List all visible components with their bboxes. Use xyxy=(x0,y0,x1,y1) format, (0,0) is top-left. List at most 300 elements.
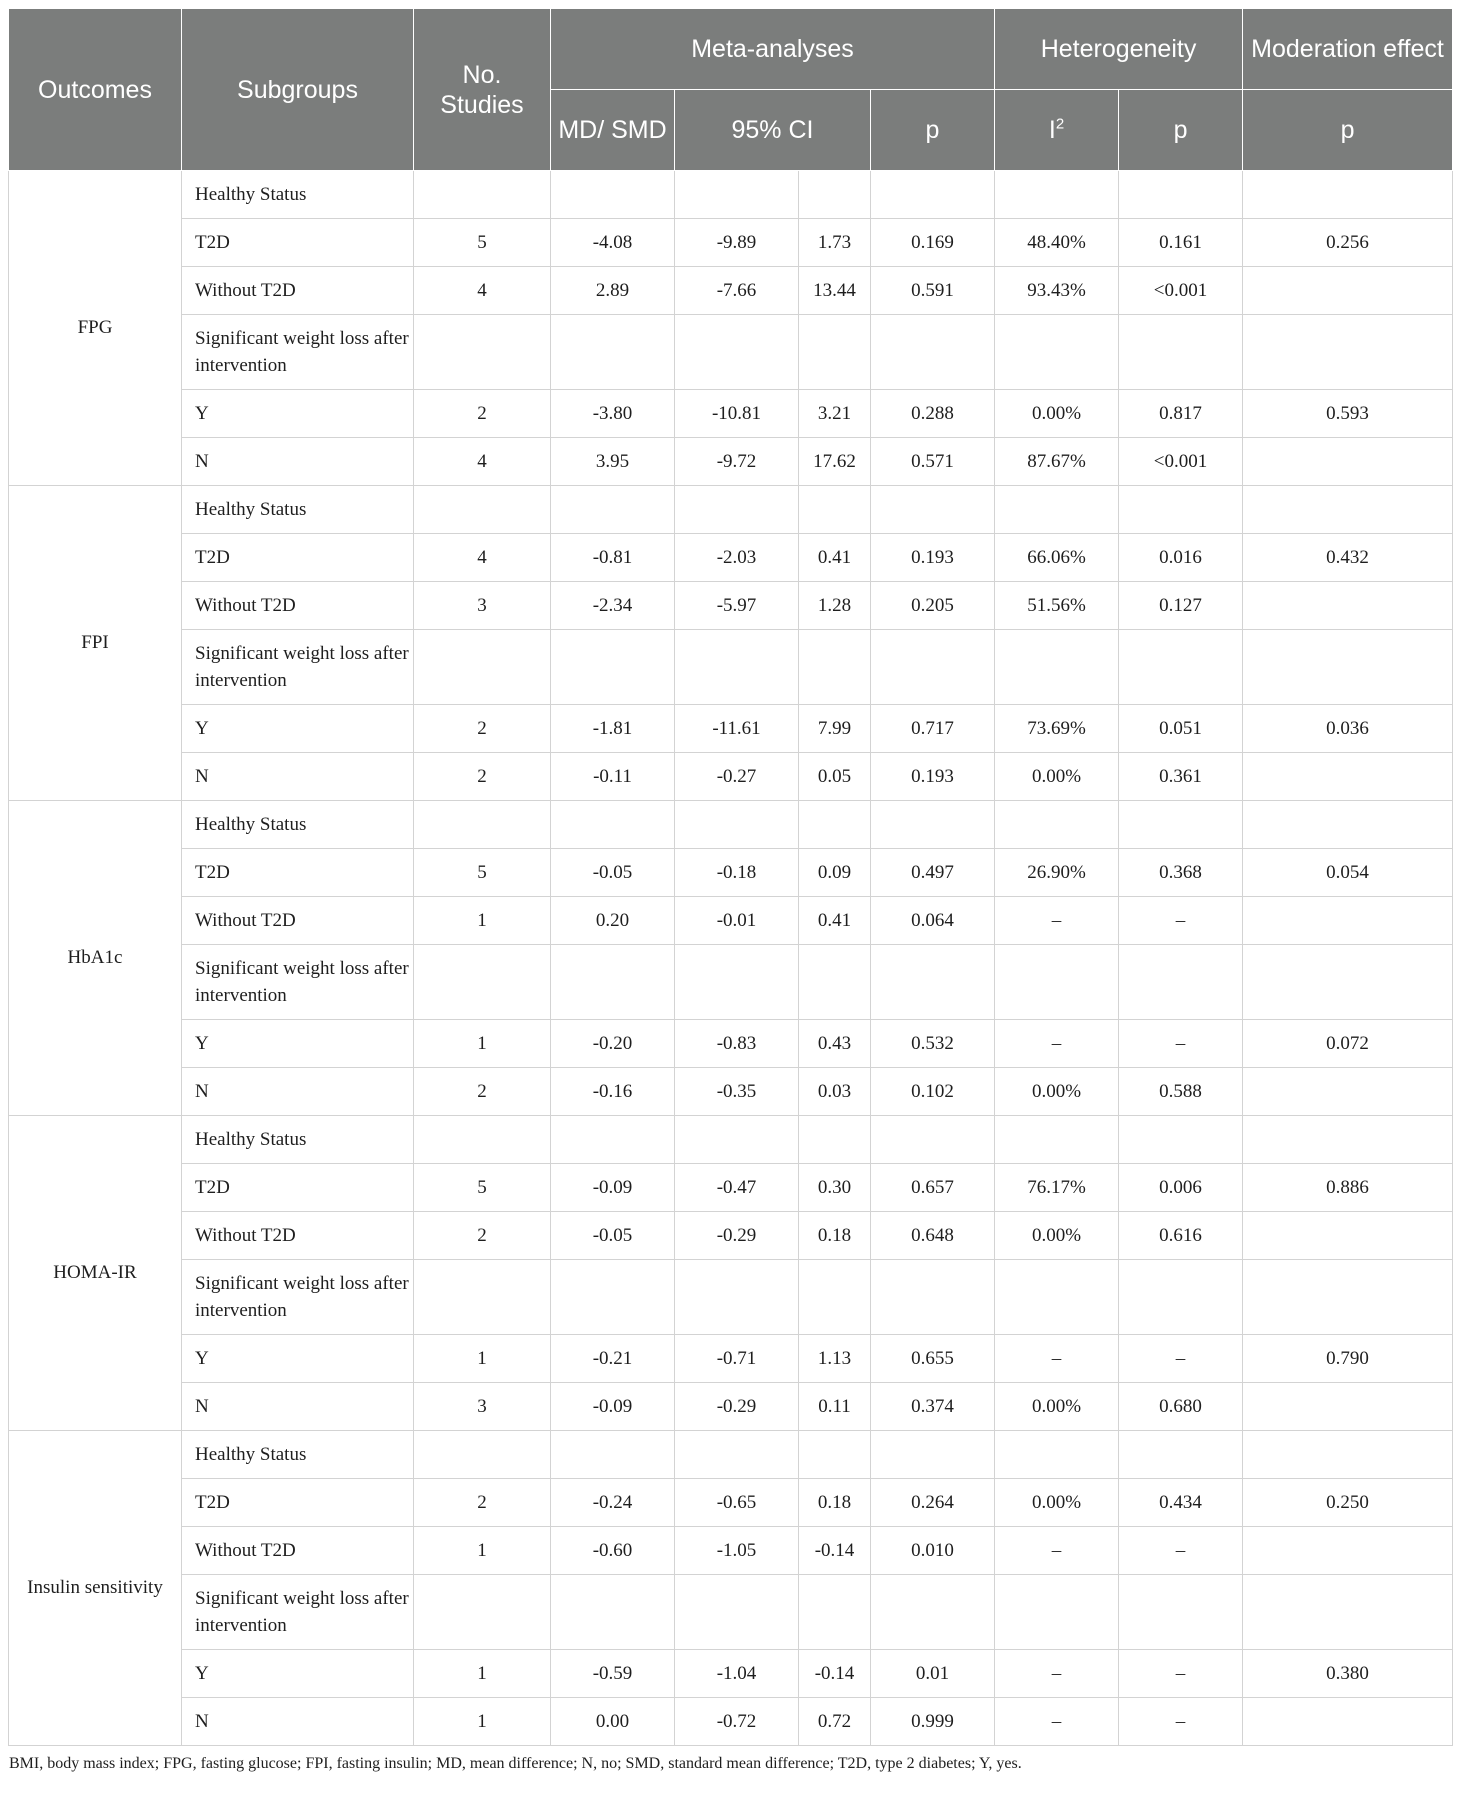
subgroup-cell: T2D xyxy=(182,1479,414,1527)
header-no-studies: No. Studies xyxy=(414,9,551,171)
no-studies-cell xyxy=(414,1575,551,1650)
md-smd-cell: -0.11 xyxy=(551,753,675,801)
i2-cell xyxy=(995,1575,1119,1650)
table-container xyxy=(8,8,1452,1773)
md-smd-cell: -0.20 xyxy=(551,1020,675,1068)
table-row xyxy=(9,438,1453,486)
meta-p-cell: 0.655 xyxy=(871,1335,995,1383)
ci-upper-cell: 17.62 xyxy=(799,438,871,486)
heterogeneity-p-cell: 0.368 xyxy=(1119,849,1243,897)
md-smd-cell: -0.05 xyxy=(551,1212,675,1260)
outcome-cell: HbA1c xyxy=(9,801,182,1116)
meta-p-cell: 0.648 xyxy=(871,1212,995,1260)
i2-cell: 0.00% xyxy=(995,1479,1119,1527)
moderation-p-cell xyxy=(1243,171,1453,219)
ci-lower-cell xyxy=(675,1116,799,1164)
moderation-p-cell xyxy=(1243,753,1453,801)
subgroup-cell: N xyxy=(182,1698,414,1746)
meta-p-cell: 0.374 xyxy=(871,1383,995,1431)
ci-upper-cell: 1.73 xyxy=(799,219,871,267)
md-smd-cell: -4.08 xyxy=(551,219,675,267)
meta-p-cell: 0.591 xyxy=(871,267,995,315)
meta-p-cell: 0.571 xyxy=(871,438,995,486)
meta-p-cell: 0.657 xyxy=(871,1164,995,1212)
subgroup-cell: Without T2D xyxy=(182,1527,414,1575)
meta-p-cell xyxy=(871,315,995,390)
md-smd-cell xyxy=(551,945,675,1020)
md-smd-cell: -0.60 xyxy=(551,1527,675,1575)
md-smd-cell xyxy=(551,1575,675,1650)
no-studies-cell: 1 xyxy=(414,1698,551,1746)
no-studies-cell xyxy=(414,171,551,219)
ci-lower-cell: -0.47 xyxy=(675,1164,799,1212)
i2-cell: 26.90% xyxy=(995,849,1119,897)
subgroup-cell: N xyxy=(182,438,414,486)
table-row xyxy=(9,945,1453,1020)
moderation-p-cell xyxy=(1243,1068,1453,1116)
table-row xyxy=(9,1212,1453,1260)
moderation-p-cell xyxy=(1243,267,1453,315)
meta-p-cell xyxy=(871,630,995,705)
i2-cell: 66.06% xyxy=(995,534,1119,582)
no-studies-cell xyxy=(414,801,551,849)
table-row xyxy=(9,315,1453,390)
table-row xyxy=(9,1020,1453,1068)
subgroup-cell: T2D xyxy=(182,219,414,267)
moderation-p-cell: 0.886 xyxy=(1243,1164,1453,1212)
i2-cell: 0.00% xyxy=(995,753,1119,801)
i2-cell xyxy=(995,486,1119,534)
heterogeneity-p-cell xyxy=(1119,486,1243,534)
ci-lower-cell xyxy=(675,1260,799,1335)
ci-upper-cell: 0.05 xyxy=(799,753,871,801)
header-meta-analyses: Meta-analyses xyxy=(551,9,995,90)
meta-p-cell: 0.999 xyxy=(871,1698,995,1746)
no-studies-cell: 5 xyxy=(414,1164,551,1212)
heterogeneity-p-cell: – xyxy=(1119,1020,1243,1068)
ci-upper-cell: 1.28 xyxy=(799,582,871,630)
table-row xyxy=(9,534,1453,582)
ci-upper-cell xyxy=(799,1431,871,1479)
header-i2 xyxy=(995,90,1119,171)
heterogeneity-p-cell xyxy=(1119,315,1243,390)
i2-cell: – xyxy=(995,1698,1119,1746)
md-smd-cell: -2.34 xyxy=(551,582,675,630)
md-smd-cell xyxy=(551,486,675,534)
heterogeneity-p-cell: – xyxy=(1119,1527,1243,1575)
table-row xyxy=(9,1383,1453,1431)
ci-upper-cell xyxy=(799,171,871,219)
i2-cell xyxy=(995,171,1119,219)
heterogeneity-p-cell: – xyxy=(1119,1650,1243,1698)
i2-cell: 48.40% xyxy=(995,219,1119,267)
heterogeneity-p-cell: 0.680 xyxy=(1119,1383,1243,1431)
ci-upper-cell: 0.03 xyxy=(799,1068,871,1116)
i2-cell xyxy=(995,945,1119,1020)
ci-lower-cell: -7.66 xyxy=(675,267,799,315)
md-smd-cell: -0.81 xyxy=(551,534,675,582)
ci-upper-cell xyxy=(799,801,871,849)
heterogeneity-p-cell: 0.127 xyxy=(1119,582,1243,630)
ci-lower-cell: -0.71 xyxy=(675,1335,799,1383)
ci-upper-cell: 0.18 xyxy=(799,1479,871,1527)
subgroup-cell: Without T2D xyxy=(182,1212,414,1260)
subgroup-cell: Significant weight loss after intervention xyxy=(182,315,414,390)
outcome-cell: FPI xyxy=(9,486,182,801)
ci-lower-cell: -11.61 xyxy=(675,705,799,753)
heterogeneity-p-cell xyxy=(1119,1116,1243,1164)
ci-upper-cell: 0.11 xyxy=(799,1383,871,1431)
moderation-p-cell xyxy=(1243,1698,1453,1746)
subgroup-cell: Without T2D xyxy=(182,582,414,630)
subgroup-cell: T2D xyxy=(182,1164,414,1212)
ci-lower-cell xyxy=(675,171,799,219)
table-row xyxy=(9,1431,1453,1479)
no-studies-cell xyxy=(414,1116,551,1164)
moderation-p-cell: 0.072 xyxy=(1243,1020,1453,1068)
moderation-p-cell: 0.036 xyxy=(1243,705,1453,753)
table-row xyxy=(9,1479,1453,1527)
i2-cell: – xyxy=(995,1335,1119,1383)
moderation-p-cell xyxy=(1243,315,1453,390)
i2-cell: 93.43% xyxy=(995,267,1119,315)
i2-cell xyxy=(995,801,1119,849)
table-row xyxy=(9,390,1453,438)
subgroup-cell: Significant weight loss after intervention xyxy=(182,945,414,1020)
moderation-p-cell xyxy=(1243,1431,1453,1479)
heterogeneity-p-cell: 0.588 xyxy=(1119,1068,1243,1116)
ci-lower-cell xyxy=(675,1431,799,1479)
no-studies-cell: 5 xyxy=(414,849,551,897)
meta-p-cell: 0.717 xyxy=(871,705,995,753)
table-row xyxy=(9,630,1453,705)
subgroup-cell: Y xyxy=(182,705,414,753)
subgroup-cell: N xyxy=(182,753,414,801)
outcome-cell: Insulin sensitivity xyxy=(9,1431,182,1746)
i2-cell xyxy=(995,1260,1119,1335)
ci-lower-cell: -1.05 xyxy=(675,1527,799,1575)
i2-cell: 0.00% xyxy=(995,1383,1119,1431)
ci-upper-cell: 0.41 xyxy=(799,534,871,582)
ci-lower-cell: -1.04 xyxy=(675,1650,799,1698)
meta-p-cell xyxy=(871,801,995,849)
moderation-p-cell: 0.790 xyxy=(1243,1335,1453,1383)
no-studies-cell: 2 xyxy=(414,753,551,801)
header-95-ci: 95% CI xyxy=(675,90,871,171)
ci-upper-cell xyxy=(799,630,871,705)
meta-p-cell: 0.01 xyxy=(871,1650,995,1698)
ci-lower-cell: -10.81 xyxy=(675,390,799,438)
heterogeneity-p-cell: <0.001 xyxy=(1119,438,1243,486)
no-studies-cell: 2 xyxy=(414,1212,551,1260)
table-row xyxy=(9,705,1453,753)
meta-p-cell: 0.264 xyxy=(871,1479,995,1527)
subgroup-cell: T2D xyxy=(182,534,414,582)
ci-upper-cell: -0.14 xyxy=(799,1650,871,1698)
moderation-p-cell: 0.380 xyxy=(1243,1650,1453,1698)
meta-p-cell: 0.064 xyxy=(871,897,995,945)
no-studies-cell: 1 xyxy=(414,897,551,945)
no-studies-cell: 5 xyxy=(414,219,551,267)
meta-p-cell: 0.102 xyxy=(871,1068,995,1116)
heterogeneity-p-cell: 0.616 xyxy=(1119,1212,1243,1260)
subgroup-cell: Y xyxy=(182,1650,414,1698)
heterogeneity-p-cell: – xyxy=(1119,1335,1243,1383)
subgroup-cell: Y xyxy=(182,390,414,438)
table-row xyxy=(9,897,1453,945)
no-studies-cell: 4 xyxy=(414,534,551,582)
ci-lower-cell: -0.29 xyxy=(675,1212,799,1260)
moderation-p-cell xyxy=(1243,1575,1453,1650)
ci-upper-cell: 0.41 xyxy=(799,897,871,945)
subgroup-cell: T2D xyxy=(182,849,414,897)
header-heterogeneity-p: p xyxy=(1119,90,1243,171)
table-row xyxy=(9,849,1453,897)
ci-upper-cell xyxy=(799,945,871,1020)
meta-p-cell: 0.193 xyxy=(871,534,995,582)
table-row xyxy=(9,1068,1453,1116)
no-studies-cell: 2 xyxy=(414,1068,551,1116)
i2-cell: 73.69% xyxy=(995,705,1119,753)
moderation-p-cell xyxy=(1243,1212,1453,1260)
ci-lower-cell: -0.01 xyxy=(675,897,799,945)
no-studies-cell: 4 xyxy=(414,438,551,486)
ci-lower-cell xyxy=(675,486,799,534)
table-header xyxy=(9,9,1453,171)
no-studies-cell xyxy=(414,630,551,705)
table-row xyxy=(9,1260,1453,1335)
heterogeneity-p-cell xyxy=(1119,171,1243,219)
heterogeneity-p-cell: 0.051 xyxy=(1119,705,1243,753)
ci-upper-cell: 0.30 xyxy=(799,1164,871,1212)
md-smd-cell: -0.09 xyxy=(551,1164,675,1212)
ci-lower-cell: -9.89 xyxy=(675,219,799,267)
i2-cell: 0.00% xyxy=(995,1068,1119,1116)
no-studies-cell xyxy=(414,1260,551,1335)
subgroup-cell: Significant weight loss after intervention xyxy=(182,630,414,705)
md-smd-cell xyxy=(551,801,675,849)
meta-p-cell xyxy=(871,1431,995,1479)
meta-p-cell xyxy=(871,1260,995,1335)
no-studies-cell: 2 xyxy=(414,705,551,753)
ci-upper-cell: 1.13 xyxy=(799,1335,871,1383)
moderation-p-cell: 0.250 xyxy=(1243,1479,1453,1527)
table-footnote: BMI, body mass index; FPG, fasting glucose; FPI, fasting insulin; MD, mean difference; N, no; SMD, standard mean difference; T2D, type 2 diabetes; Y, yes. xyxy=(9,1755,1022,1772)
ci-lower-cell: -2.03 xyxy=(675,534,799,582)
header-i2-base: I xyxy=(1048,116,1056,144)
ci-upper-cell: -0.14 xyxy=(799,1527,871,1575)
ci-upper-cell xyxy=(799,315,871,390)
heterogeneity-p-cell xyxy=(1119,1575,1243,1650)
moderation-p-cell: 0.593 xyxy=(1243,390,1453,438)
meta-p-cell: 0.169 xyxy=(871,219,995,267)
no-studies-cell: 1 xyxy=(414,1020,551,1068)
ci-upper-cell xyxy=(799,1575,871,1650)
subgroup-cell: Significant weight loss after intervention xyxy=(182,1260,414,1335)
table-row xyxy=(9,171,1453,219)
ci-upper-cell: 0.72 xyxy=(799,1698,871,1746)
ci-lower-cell: -0.29 xyxy=(675,1383,799,1431)
heterogeneity-p-cell xyxy=(1119,1260,1243,1335)
table-row xyxy=(9,1335,1453,1383)
ci-upper-cell: 3.21 xyxy=(799,390,871,438)
outcome-cell: HOMA-IR xyxy=(9,1116,182,1431)
header-subgroups: Subgroups xyxy=(182,9,414,171)
i2-cell: – xyxy=(995,897,1119,945)
moderation-p-cell xyxy=(1243,582,1453,630)
heterogeneity-p-cell xyxy=(1119,1431,1243,1479)
md-smd-cell: -0.09 xyxy=(551,1383,675,1431)
table-row xyxy=(9,801,1453,849)
ci-upper-cell: 13.44 xyxy=(799,267,871,315)
i2-cell xyxy=(995,315,1119,390)
ci-upper-cell: 0.43 xyxy=(799,1020,871,1068)
heterogeneity-p-cell xyxy=(1119,801,1243,849)
heterogeneity-p-cell: 0.016 xyxy=(1119,534,1243,582)
no-studies-cell: 1 xyxy=(414,1527,551,1575)
ci-upper-cell xyxy=(799,1260,871,1335)
ci-upper-cell: 0.09 xyxy=(799,849,871,897)
heterogeneity-p-cell xyxy=(1119,945,1243,1020)
moderation-p-cell: 0.054 xyxy=(1243,849,1453,897)
i2-cell: – xyxy=(995,1527,1119,1575)
ci-lower-cell: -0.83 xyxy=(675,1020,799,1068)
moderation-p-cell: 0.256 xyxy=(1243,219,1453,267)
table-row xyxy=(9,1575,1453,1650)
header-outcomes: Outcomes xyxy=(9,9,182,171)
ci-lower-cell: -5.97 xyxy=(675,582,799,630)
table-row xyxy=(9,1116,1453,1164)
header-md-smd: MD/ SMD xyxy=(551,90,675,171)
table-row xyxy=(9,267,1453,315)
meta-p-cell: 0.288 xyxy=(871,390,995,438)
i2-cell: 76.17% xyxy=(995,1164,1119,1212)
header-moderation-effect: Moderation effect xyxy=(1243,9,1453,90)
header-moderation-p: p xyxy=(1243,90,1453,171)
i2-cell: – xyxy=(995,1650,1119,1698)
table-row xyxy=(9,1164,1453,1212)
i2-cell: 0.00% xyxy=(995,390,1119,438)
meta-p-cell xyxy=(871,1116,995,1164)
outcome-cell: FPG xyxy=(9,171,182,486)
ci-lower-cell: -0.35 xyxy=(675,1068,799,1116)
no-studies-cell xyxy=(414,486,551,534)
meta-p-cell: 0.497 xyxy=(871,849,995,897)
ci-upper-cell xyxy=(799,1116,871,1164)
md-smd-cell xyxy=(551,1431,675,1479)
heterogeneity-p-cell: 0.434 xyxy=(1119,1479,1243,1527)
md-smd-cell: -1.81 xyxy=(551,705,675,753)
ci-lower-cell xyxy=(675,630,799,705)
md-smd-cell: 2.89 xyxy=(551,267,675,315)
subgroup-cell: Significant weight loss after intervention xyxy=(182,1575,414,1650)
md-smd-cell xyxy=(551,1116,675,1164)
meta-p-cell: 0.532 xyxy=(871,1020,995,1068)
ci-lower-cell: -0.65 xyxy=(675,1479,799,1527)
subgroup-cell: Y xyxy=(182,1335,414,1383)
no-studies-cell: 2 xyxy=(414,390,551,438)
moderation-p-cell xyxy=(1243,945,1453,1020)
moderation-p-cell xyxy=(1243,486,1453,534)
moderation-p-cell xyxy=(1243,801,1453,849)
md-smd-cell: -0.21 xyxy=(551,1335,675,1383)
no-studies-cell: 2 xyxy=(414,1479,551,1527)
i2-cell: 51.56% xyxy=(995,582,1119,630)
ci-lower-cell: -0.18 xyxy=(675,849,799,897)
header-meta-p: p xyxy=(871,90,995,171)
subgroup-cell: Y xyxy=(182,1020,414,1068)
i2-cell xyxy=(995,630,1119,705)
ci-lower-cell: -9.72 xyxy=(675,438,799,486)
table-row xyxy=(9,1698,1453,1746)
table-row xyxy=(9,486,1453,534)
heterogeneity-p-cell: – xyxy=(1119,1698,1243,1746)
ci-lower-cell xyxy=(675,801,799,849)
i2-cell xyxy=(995,1431,1119,1479)
no-studies-cell xyxy=(414,1431,551,1479)
table-body xyxy=(9,171,1453,1746)
ci-lower-cell: -0.27 xyxy=(675,753,799,801)
md-smd-cell: 0.20 xyxy=(551,897,675,945)
header-heterogeneity: Heterogeneity xyxy=(995,9,1243,90)
md-smd-cell: -0.59 xyxy=(551,1650,675,1698)
meta-p-cell xyxy=(871,486,995,534)
no-studies-cell: 4 xyxy=(414,267,551,315)
meta-p-cell: 0.193 xyxy=(871,753,995,801)
moderation-p-cell xyxy=(1243,630,1453,705)
md-smd-cell xyxy=(551,630,675,705)
meta-p-cell xyxy=(871,945,995,1020)
ci-upper-cell: 0.18 xyxy=(799,1212,871,1260)
meta-p-cell xyxy=(871,171,995,219)
moderation-p-cell xyxy=(1243,1116,1453,1164)
moderation-p-cell xyxy=(1243,1260,1453,1335)
table-row xyxy=(9,582,1453,630)
subgroup-cell: Healthy Status xyxy=(182,171,414,219)
moderation-p-cell xyxy=(1243,438,1453,486)
no-studies-cell: 3 xyxy=(414,582,551,630)
meta-analysis-table xyxy=(8,8,1453,1746)
subgroup-cell: Healthy Status xyxy=(182,486,414,534)
ci-lower-cell xyxy=(675,315,799,390)
subgroup-cell: N xyxy=(182,1068,414,1116)
subgroup-cell: Healthy Status xyxy=(182,801,414,849)
ci-lower-cell xyxy=(675,1575,799,1650)
i2-cell: 0.00% xyxy=(995,1212,1119,1260)
i2-cell xyxy=(995,1116,1119,1164)
subgroup-cell: Healthy Status xyxy=(182,1431,414,1479)
i2-cell: 87.67% xyxy=(995,438,1119,486)
heterogeneity-p-cell: 0.817 xyxy=(1119,390,1243,438)
md-smd-cell xyxy=(551,1260,675,1335)
table-row xyxy=(9,219,1453,267)
md-smd-cell xyxy=(551,171,675,219)
ci-upper-cell xyxy=(799,486,871,534)
subgroup-cell: Healthy Status xyxy=(182,1116,414,1164)
heterogeneity-p-cell: 0.006 xyxy=(1119,1164,1243,1212)
heterogeneity-p-cell xyxy=(1119,630,1243,705)
meta-p-cell xyxy=(871,1575,995,1650)
md-smd-cell: 0.00 xyxy=(551,1698,675,1746)
meta-p-cell: 0.205 xyxy=(871,582,995,630)
table-row xyxy=(9,1527,1453,1575)
md-smd-cell: -0.05 xyxy=(551,849,675,897)
no-studies-cell xyxy=(414,945,551,1020)
no-studies-cell: 3 xyxy=(414,1383,551,1431)
moderation-p-cell: 0.432 xyxy=(1243,534,1453,582)
moderation-p-cell xyxy=(1243,1527,1453,1575)
moderation-p-cell xyxy=(1243,897,1453,945)
